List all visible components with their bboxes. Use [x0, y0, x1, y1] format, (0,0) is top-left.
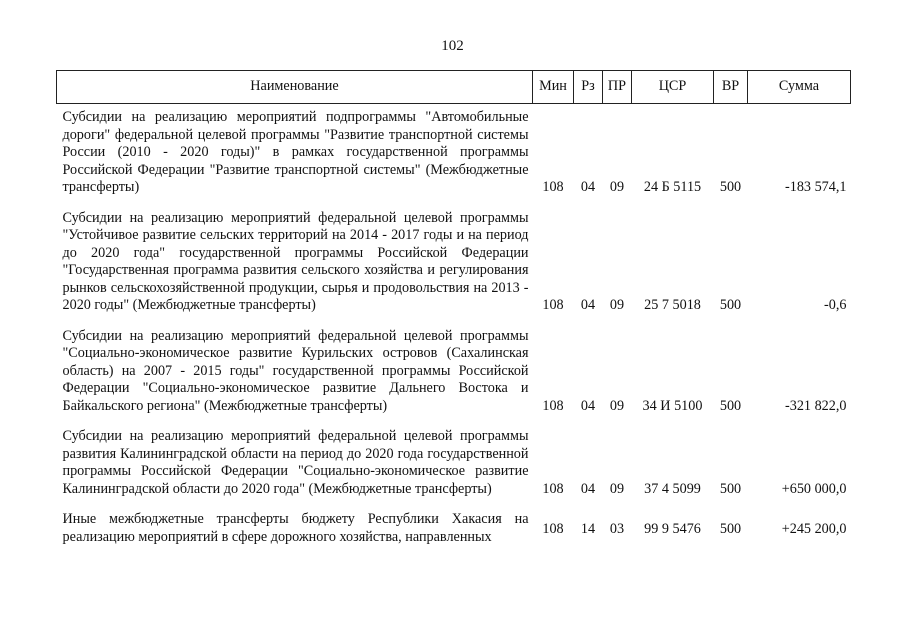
row-min: 108 [542, 179, 564, 195]
table-row [57, 421, 851, 504]
row-sum: +245 200,0 [781, 521, 847, 537]
row-sum: -321 822,0 [785, 397, 847, 414]
row-min: 108 [542, 521, 564, 537]
row-pr: 09 [609, 397, 625, 414]
header-pr: ПР [603, 71, 632, 104]
row-csr: 34 И 5100 [642, 397, 703, 414]
row-rz: 04 [580, 397, 596, 414]
row-name: Субсидии на реализацию мероприятий федеральной целевой программы "Устойчивое развитие сельских территорий на 2014 - 2017 годы и на период до 2020 года" государственной программы Российской Федерации "Государственная программа развития сельского хозяйства и регулирования рынков сельскохозяйственной продукции, сырья и продовольствия на 2013 - 2020 годы" (Межбюджетные трансферты) [62, 209, 529, 313]
row-min: 108 [542, 297, 564, 313]
row-min: 108 [542, 397, 564, 414]
table-row [57, 321, 851, 422]
row-vr: 500 [719, 297, 742, 313]
row-vr: 500 [719, 521, 742, 537]
row-csr: 25 7 5018 [644, 297, 701, 313]
row-rz: 04 [580, 480, 596, 497]
row-rz: 04 [580, 297, 596, 313]
header-csr: ЦСР [632, 71, 714, 104]
row-sum: -183 574,1 [785, 179, 847, 195]
table-row [57, 104, 851, 203]
row-name: Субсидии на реализацию мероприятий подпрограммы "Автомобильные дороги" федеральной целевой программы "Развитие транспортной системы России (2010 - 2020 годы)" в рамках государственной программы Российской Федерации "Развитие транспортной системы" (Межбюджетные трансферты) [62, 109, 529, 195]
row-vr: 500 [719, 397, 742, 414]
header-name: Наименование [57, 71, 533, 104]
table-row [57, 504, 851, 552]
row-csr: 37 4 5099 [644, 480, 701, 497]
row-rz: 04 [580, 179, 596, 195]
header-min: Мин [533, 71, 574, 104]
row-min: 108 [542, 480, 564, 497]
row-vr: 500 [719, 179, 742, 195]
row-csr: 24 Б 5115 [643, 179, 702, 195]
row-name: Субсидии на реализацию мероприятий федеральной целевой программы развития Калининградской области на период до 2020 года государственной программы Российской Федерации "Социально-экономическое развитие Калининградской области до 2020 года" (Межбюджетные трансферты) [62, 428, 529, 497]
row-pr: 09 [609, 480, 625, 497]
budget-table [56, 70, 851, 552]
page-number: 102 [441, 38, 464, 54]
row-pr: 03 [609, 521, 625, 537]
header-sum: Сумма [748, 71, 851, 104]
table-row [57, 203, 851, 321]
row-csr: 99 9 5476 [644, 521, 701, 537]
header-vr: ВР [714, 71, 748, 104]
row-pr: 09 [609, 179, 625, 195]
row-rz: 14 [580, 521, 596, 537]
row-name: Иные межбюджетные трансферты бюджету Республики Хакасия на реализацию мероприятий в сфере дорожного хозяйства, направленных [62, 511, 529, 545]
row-name: Субсидии на реализацию мероприятий федеральной целевой программы "Социально-экономическое развитие Курильских островов (Сахалинская область) на 2007 - 2015 годы" государственной программы Российской Федерации "Социально-экономическое развитие Дальнего Востока и Байкальского региона" (Межбюджетные трансферты) [62, 327, 529, 414]
table-header-row [57, 71, 851, 104]
row-sum: +650 000,0 [781, 480, 847, 497]
row-pr: 09 [609, 297, 625, 313]
row-sum: -0,6 [824, 297, 847, 313]
row-vr: 500 [719, 480, 742, 497]
header-rz: Рз [574, 71, 603, 104]
